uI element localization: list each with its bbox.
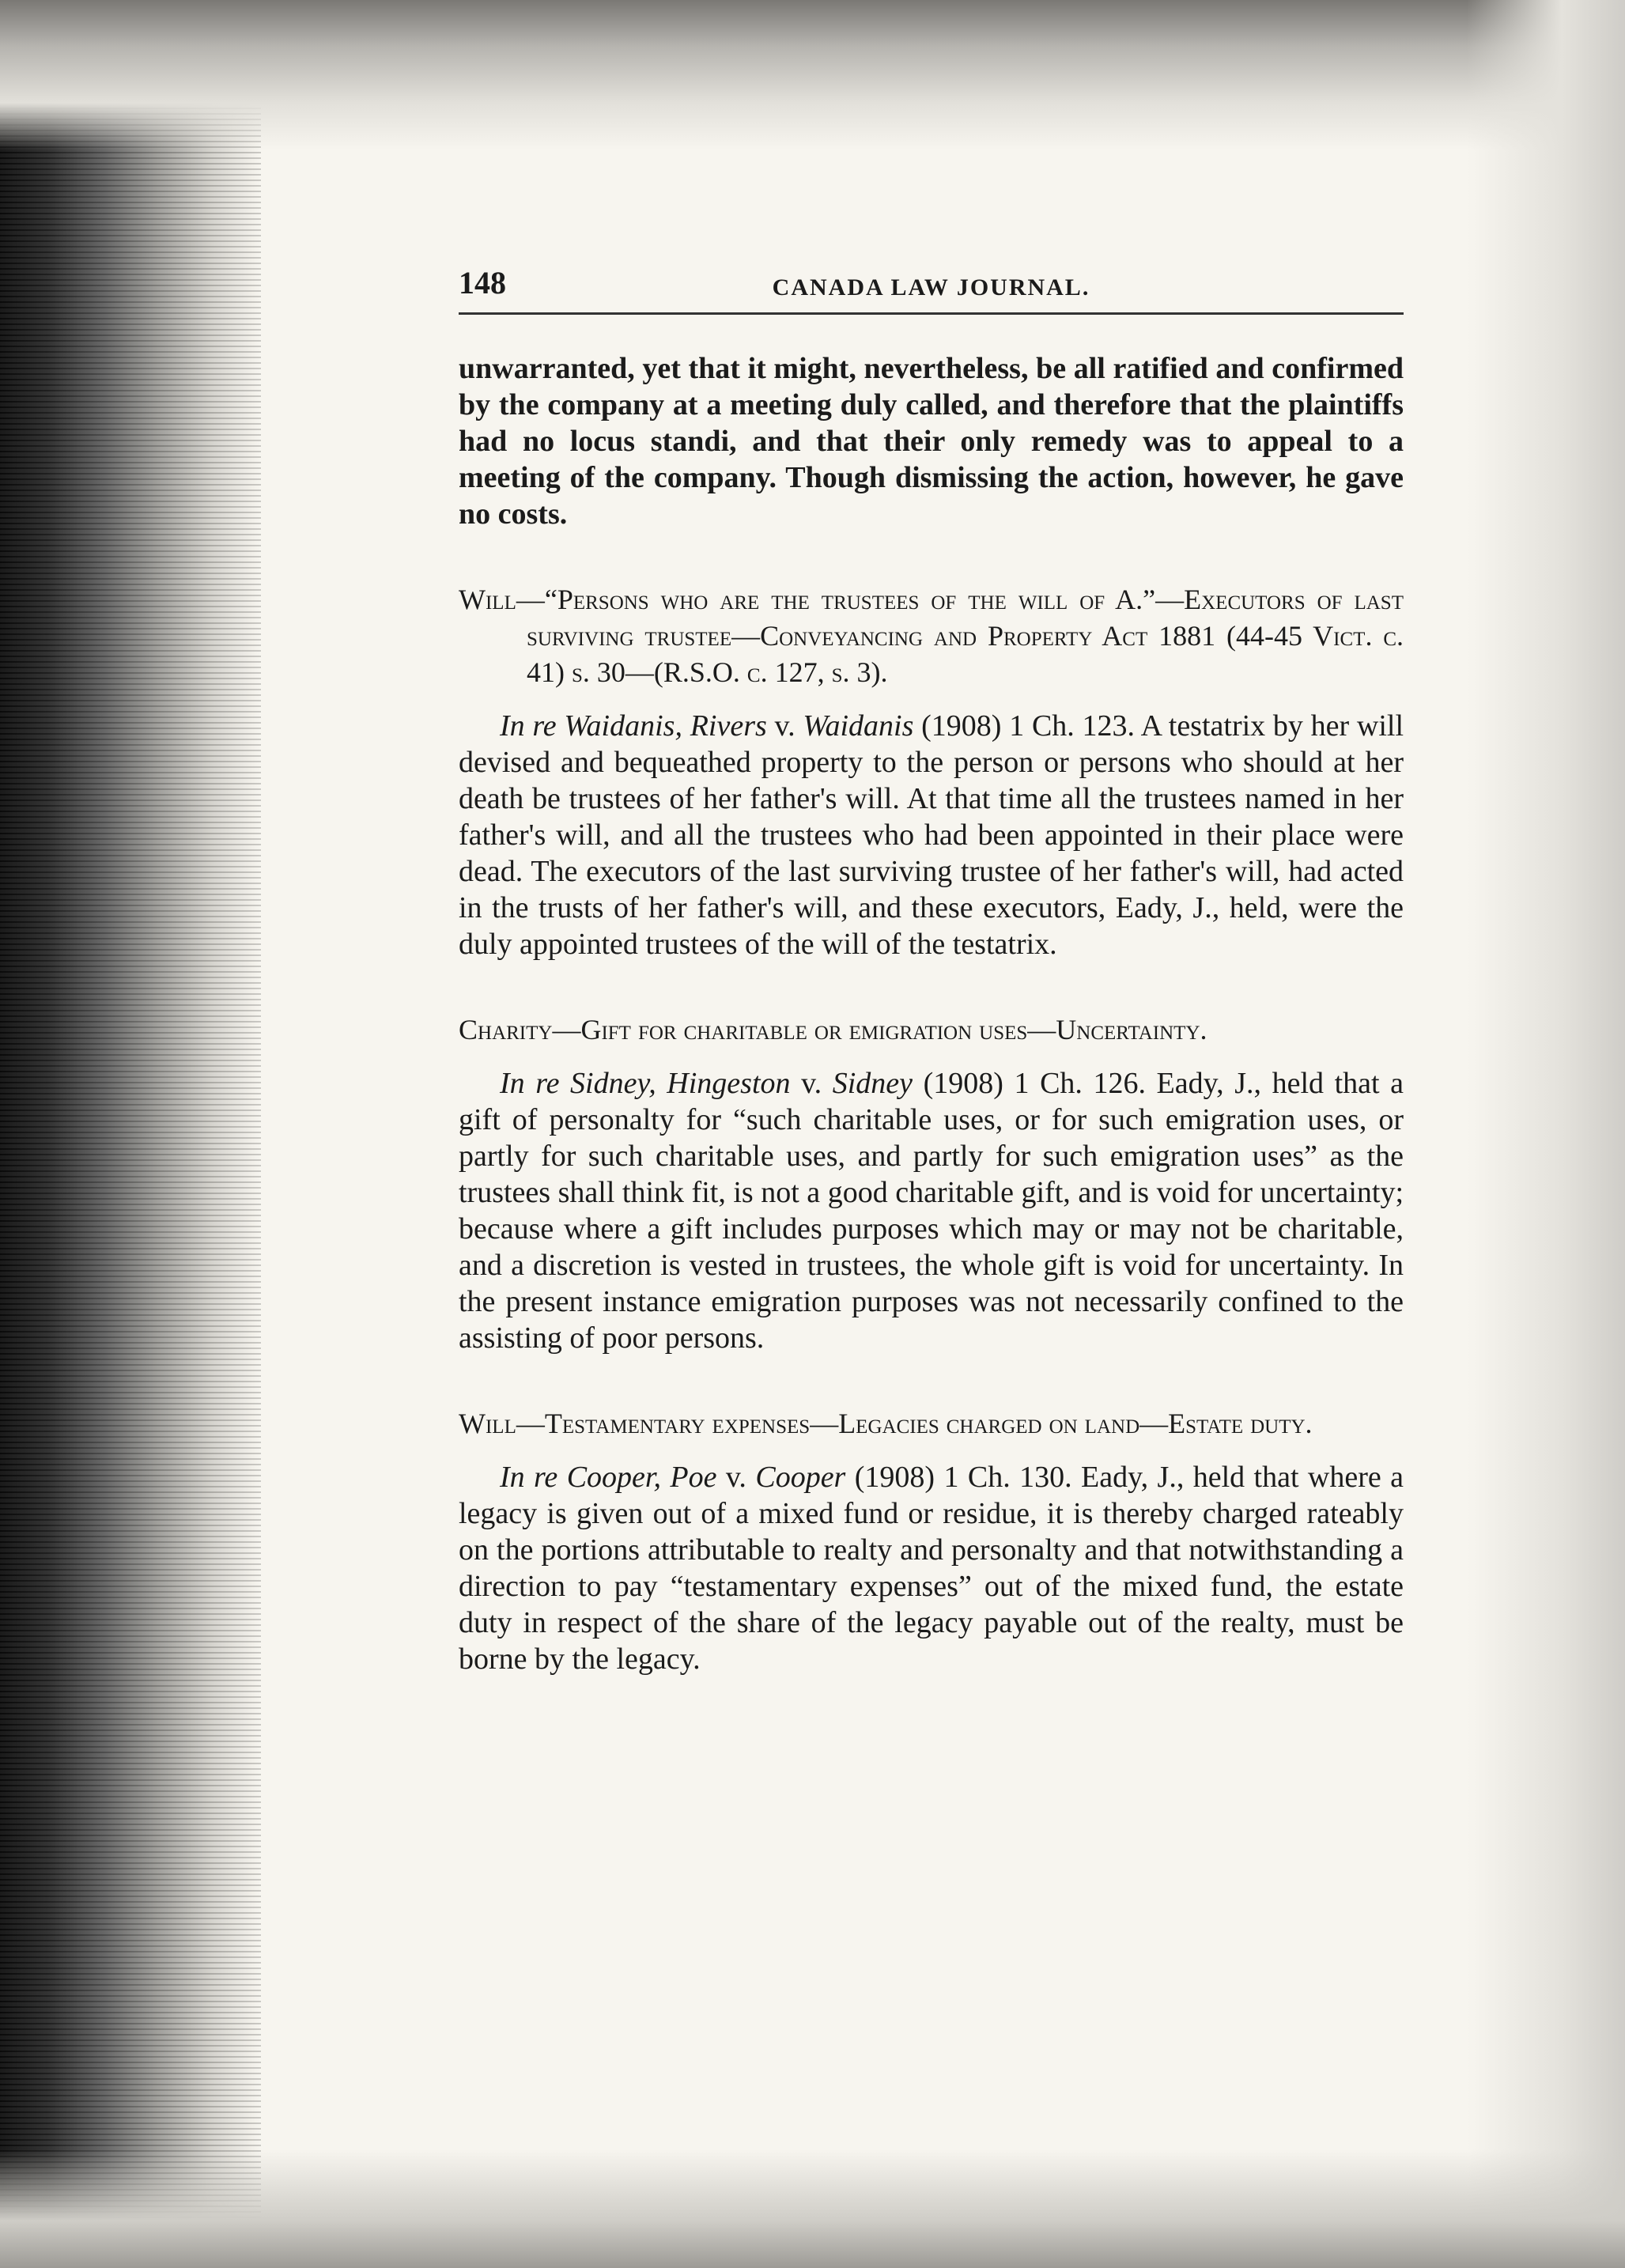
case-name: In re Sidney, Hingeston <box>500 1067 791 1100</box>
case-paragraph <box>459 1065 1404 1356</box>
case-party: Waidanis <box>803 709 914 743</box>
case-party: Cooper <box>755 1461 846 1494</box>
case-name: In re Waidanis, Rivers <box>500 709 767 743</box>
page-number: 148 <box>459 265 506 301</box>
right-edge-shadow <box>1467 0 1625 2268</box>
bottom-edge-shadow <box>0 2149 1625 2268</box>
section-heading: Charity—Gift for charitable or emigration uses—Uncertainty. <box>459 1014 1207 1045</box>
case-text: (1908) 1 Ch. 126. Eady, J., held that a gift of personalty for “such charitable uses, or for such emigration uses, or partly for such charitable uses, and partly for such emigration uses” as the trustees shall think fit, is not a good charitable gift, and is void for uncertainty; because where a gift includes purposes which may or may not be charitable, and a discretion is vested in trustees, the whole gift is void for uncertainty. In the present instance emigration purposes was not necessarily confined to the assisting of poor persons. <box>459 1067 1404 1355</box>
case-party: Sidney <box>832 1067 913 1100</box>
case-paragraph <box>459 1459 1404 1677</box>
section-waidanis <box>459 581 1404 962</box>
journal-title: CANADA LAW JOURNAL. <box>772 274 1090 301</box>
binding-shadow <box>0 0 261 2268</box>
section-cooper <box>459 1405 1404 1677</box>
intro-paragraph: unwarranted, yet that it might, nevertheless, be all ratified and confirmed by the company at a meeting duly called, and therefore that the plaintiffs had no locus standi, and that their only remedy was to appeal to a meeting of the company. Though dismissing the action, however, he gave no costs. <box>459 352 1404 531</box>
section-heading: Will—“Persons who are the trustees of the will of A.”—Executors of last surviving trustee—Conveyancing and Property Act 1881 (44-45 Vict. c. 41) s. 30—(R.S.O. c. 127, s. 3). <box>459 584 1404 688</box>
case-versus: v. <box>774 709 795 743</box>
article-body <box>459 350 1404 1677</box>
top-edge-shadow <box>0 0 1625 150</box>
page-content <box>459 265 1404 1677</box>
case-versus: v. <box>725 1461 746 1494</box>
section-sidney <box>459 1011 1404 1356</box>
section-heading: Will—Testamentary expenses—Legacies charged on land—Estate duty. <box>459 1408 1313 1439</box>
case-text: (1908) 1 Ch. 123. A testatrix by her will devised and bequeathed property to the person or persons who should at her death be trustees of her father's will. At that time all the trustees named in her father's will, and all the trustees who had been appointed in their place were dead. The executors of the last surviving trustee of her father's will, had acted in the trusts of her father's will, and these executors, Eady, J., held, were the duly appointed trustees of the will of the testatrix. <box>459 709 1404 961</box>
case-versus: v. <box>801 1067 822 1100</box>
case-paragraph <box>459 708 1404 962</box>
case-text: (1908) 1 Ch. 130. Eady, J., held that where a legacy is given out of a mixed fund or residue, it is thereby charged rateably on the portions attributable to realty and personalty and that notwithstanding a direction to pay “testamentary expenses” out of the mixed fund, the estate duty in respect of the share of the legacy payable out of the realty, must be borne by the legacy. <box>459 1461 1404 1676</box>
case-name: In re Cooper, Poe <box>500 1461 717 1494</box>
running-head <box>459 265 1404 315</box>
